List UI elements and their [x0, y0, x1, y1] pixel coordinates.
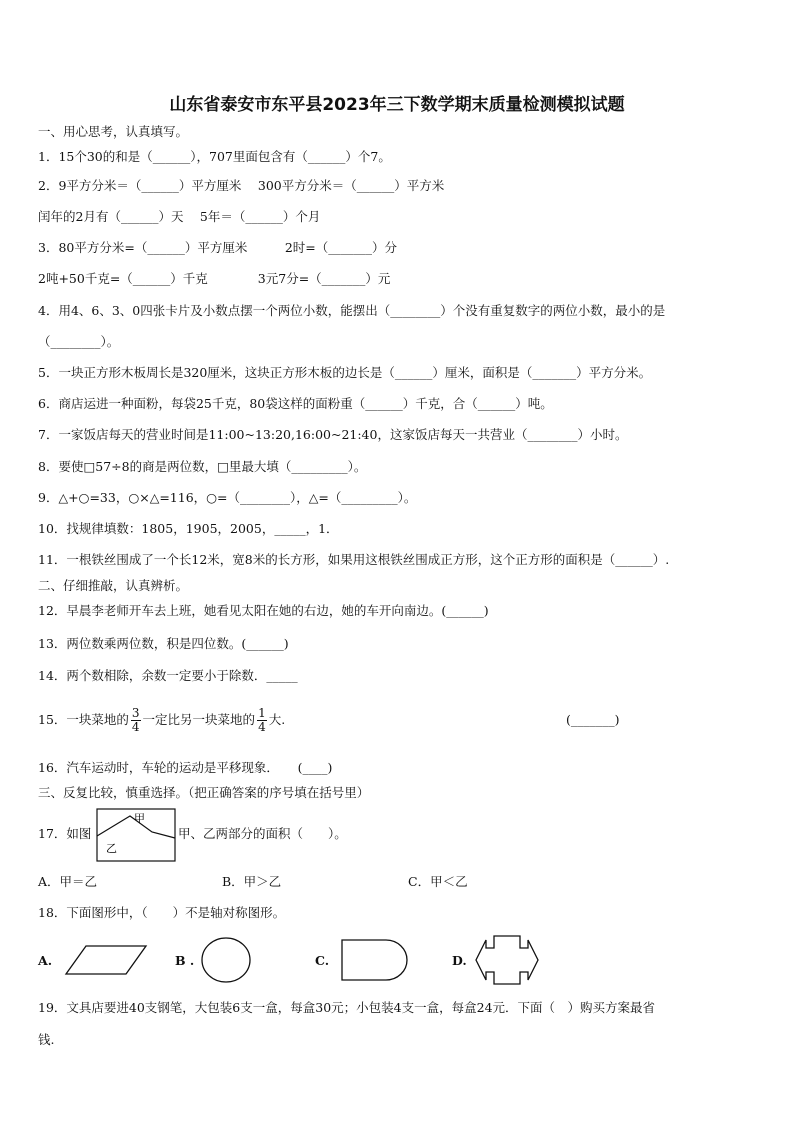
- question-3-line-1: 3．80平方分米=（______）平方厘米 2时=（_______）分: [38, 240, 398, 255]
- question-15: [38, 704, 285, 736]
- question-13: 13．两位数乘两位数，积是四位数。(______): [38, 636, 289, 651]
- question-6: 6．商店运进一种面粉，每袋25千克，80袋这样的面粉重（______）千克，合（______）吨。: [38, 396, 553, 411]
- question-11: 11．一根铁丝围成了一个长12米，宽8米的长方形，如果用这根铁丝围成正方形，这个正方形的面积是（______）.: [38, 552, 670, 567]
- q15-middle: 一定比另一块菜地的: [142, 712, 256, 727]
- question-19-line-1: 19．文具店要进40支钢笔，大包装6支一盒，每盒30元；小包装4支一盒，每盒24元．下面（ ）购买方案最省: [38, 1000, 656, 1015]
- question-16: 16．汽车运动时，车轮的运动是平移现象． (____): [38, 760, 333, 775]
- q17-option-c: C．甲＜乙: [408, 874, 468, 889]
- q17-option-a: A．甲＝乙: [38, 874, 98, 889]
- q17-rectangle-figure: [96, 808, 176, 862]
- q17-prefix: 17．如图: [38, 826, 92, 841]
- question-4-line-1: 4．用4、6、3、0四张卡片及小数点摆一个两位小数，能摆出（________）个没有重复数字的两位小数，最小的是: [38, 303, 666, 318]
- question-7: 7．一家饭店每天的营业时间是11:00~13:20,16:00~21:40，这家饭店每天一共营业（________）小时。: [38, 427, 628, 442]
- question-8: 8．要使□57÷8的商是两位数，□里最大填（_________）。: [38, 459, 367, 474]
- section-3-heading: 三、反复比较，慎重选择。（把正确答案的序号填在括号里）: [38, 785, 370, 800]
- question-2-line-1: 2．9平方分米＝（______）平方厘米 300平方分米＝（______）平方米: [38, 178, 445, 193]
- question-2-line-2: 闰年的2月有（______）天 5年＝（______）个月: [38, 209, 321, 224]
- question-19-line-2: 钱.: [38, 1032, 55, 1047]
- parallelogram-outline: [66, 946, 146, 974]
- arch-outline: [342, 940, 407, 980]
- fraction-numerator: 1: [258, 706, 266, 720]
- question-1: 1．15个30的和是（______），707里面包含有（______）个7。: [38, 149, 391, 164]
- q15-prefix: 15．一块菜地的: [38, 712, 129, 727]
- fraction-denominator: 4: [258, 720, 266, 734]
- q17-suffix: 甲、乙两部分的面积（ ）。: [178, 826, 347, 841]
- circle-outline: [202, 938, 250, 982]
- question-3-line-2: 2吨+50千克=（______）千克 3元7分=（_______）元: [38, 271, 391, 286]
- question-10: 10．找规律填数：1805，1905，2005，_____，1．: [38, 521, 339, 536]
- question-14: 14．两个数相除，余数一定要小于除数．_____: [38, 668, 298, 683]
- question-4-line-2: （________）。: [38, 334, 120, 349]
- section-1-heading: 一、用心思考，认真填写。: [38, 124, 189, 139]
- page-title: 山东省泰安市东平县2023年三下数学期末质量检测模拟试题: [169, 95, 625, 115]
- fraction-three-quarters: [131, 707, 141, 734]
- q15-answer-blank: (_______): [566, 712, 620, 727]
- fraction-one-quarter: [257, 707, 267, 734]
- double-arrow-cross-shape: [474, 934, 540, 986]
- fraction-denominator: 4: [131, 720, 140, 734]
- q18-option-d-label: D.: [452, 953, 467, 968]
- label-jia: 甲: [134, 812, 145, 825]
- q18-option-a-label: A.: [38, 953, 53, 968]
- question-12: 12．早晨李老师开车去上班，她看见太阳在她的右边，她的车开向南边。(______): [38, 603, 489, 618]
- question-18: 18．下面图形中，（ ）不是轴对称图形。: [38, 905, 286, 920]
- question-5: 5．一块正方形木板周长是320厘米，这块正方形木板的边长是（______）厘米，面积是（_______）平方分米。: [38, 365, 652, 380]
- q17-option-b: B．甲＞乙: [222, 874, 282, 889]
- question-9: 9．△+○=33，○×△=116，○=（________），△=（_________）。: [38, 490, 417, 505]
- double-arrow-outline: [476, 936, 538, 984]
- q15-suffix: 大.: [268, 712, 286, 727]
- parallelogram-shape: [64, 944, 148, 976]
- arch-shape: [340, 938, 410, 982]
- label-yi: 乙: [106, 842, 117, 855]
- fraction-numerator: 3: [131, 706, 140, 720]
- circle-shape: [200, 936, 252, 984]
- section-2-heading: 二、仔细推敲，认真辨析。: [38, 578, 189, 593]
- q18-option-c-label: C.: [315, 953, 330, 968]
- q18-option-b-label: B .: [175, 953, 195, 968]
